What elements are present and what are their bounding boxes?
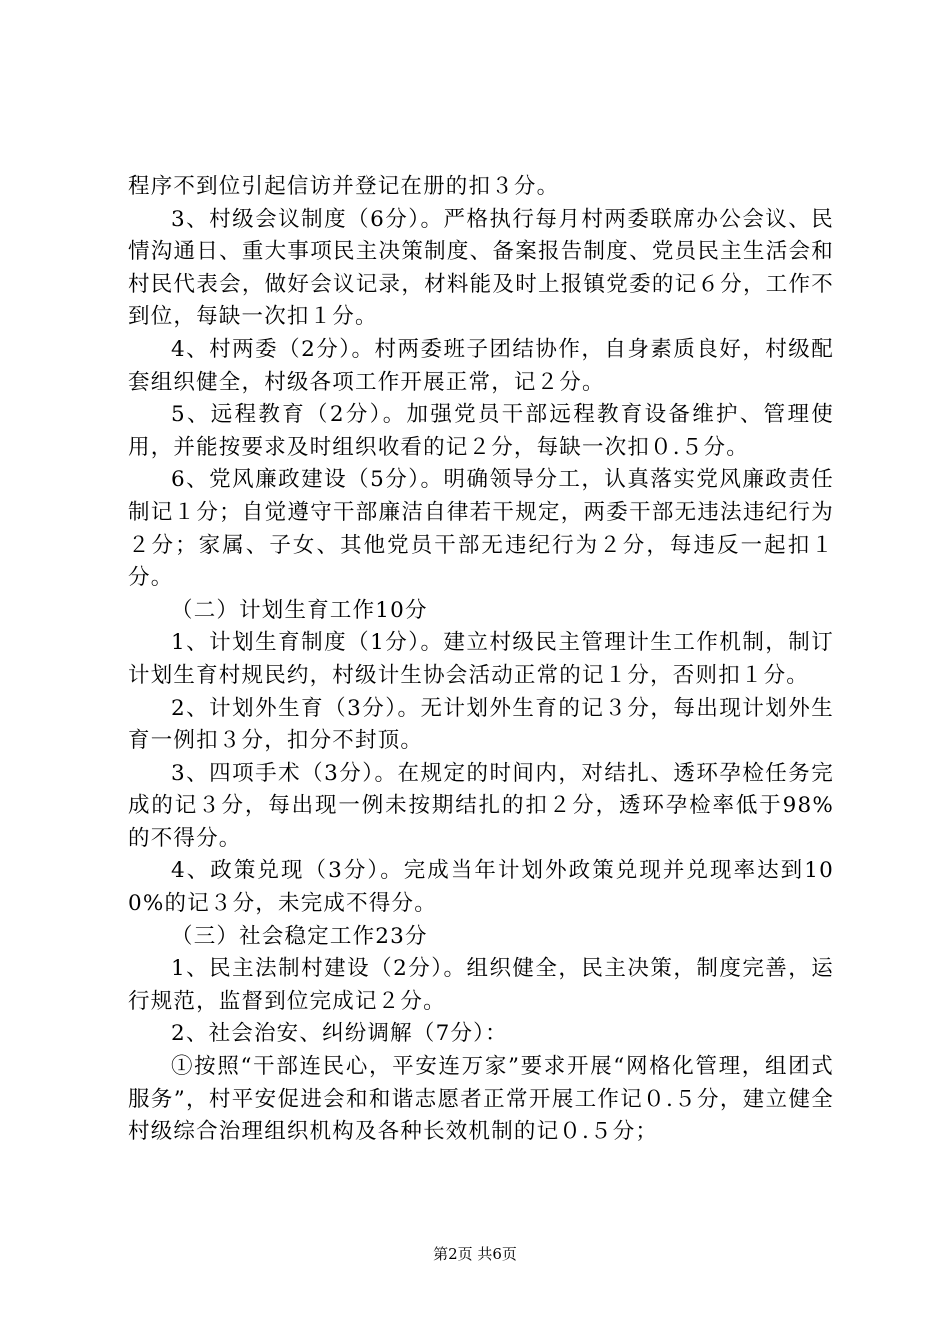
- paragraph-3: 4、村两委（2分）。村两委班子团结协作，自身素质良好，村级配套组织健全，村级各项工作开展正常，记２分。: [128, 336, 834, 395]
- paragraph-1: 程序不到位引起信访并登记在册的扣３分。: [128, 174, 560, 199]
- section-heading-social-stability: （三）社会稳定工作23分: [171, 923, 428, 949]
- paragraph-14: ①按照“干部连民心，平安连万家”要求开展“网格化管理，组团式服务”，村平安促进会和和谐志愿者正常开展工作记０.５分，建立健全村级综合治理组织机构及各种长效机制的记０.５分；: [128, 1054, 834, 1145]
- paragraph-10: 4、政策兑现（3分）。完成当年计划外政策兑现并兑现率达到100%的记３分，未完成不得分。: [128, 858, 834, 917]
- paragraph-7: 1、计划生育制度（1分）。建立村级民主管理计生工作机制，制订计划生育村规民约，村级计生协会活动正常的记１分，否则扣１分。: [128, 630, 834, 688]
- page-footer: 第2页 共6页: [433, 1245, 517, 1263]
- paragraph-13: 2、社会治安、纠纷调解（7分）：: [171, 1021, 508, 1047]
- paragraph-9: 3、四项手术（3分）。在规定的时间内，对结扎、透环孕检任务完成的记３分，每出现一例未按期结扎的扣２分，透环孕检率低于98%的不得分。: [128, 760, 834, 851]
- paragraph-5: 6、党风廉政建设（5分）。明确领导分工，认真落实党风廉政责任制记１分；自觉遵守干部廉洁自律若干规定，两委干部无违法违纪行为２分；家属、子女、其他党员干部无违纪行为２分，每违反一起扣１分。: [128, 467, 834, 591]
- paragraph-4: 5、远程教育（2分）。加强党员干部远程教育设备维护、管理使用，并能按要求及时组织收看的记２分，每缺一次扣０.５分。: [128, 402, 834, 460]
- paragraph-12: 1、民主法制村建设（2分）。组织健全，民主决策，制度完善，运行规范，监督到位完成记２分。: [128, 956, 834, 1014]
- paragraph-8: 2、计划外生育（3分）。无计划外生育的记３分，每出现计划外生育一例扣３分，扣分不封顶。: [128, 695, 834, 754]
- paragraph-2: 3、村级会议制度（6分）。严格执行每月村两委联席办公会议、民情沟通日、重大事项民主决策制度、备案报告制度、党员民主生活会和村民代表会，做好会议记录，材料能及时上报镇党委的记６分，工作不到位，每缺一次扣１分。: [128, 206, 834, 330]
- section-heading-family-planning: （二）计划生育工作10分: [171, 597, 428, 623]
- document-body: [128, 171, 834, 1149]
